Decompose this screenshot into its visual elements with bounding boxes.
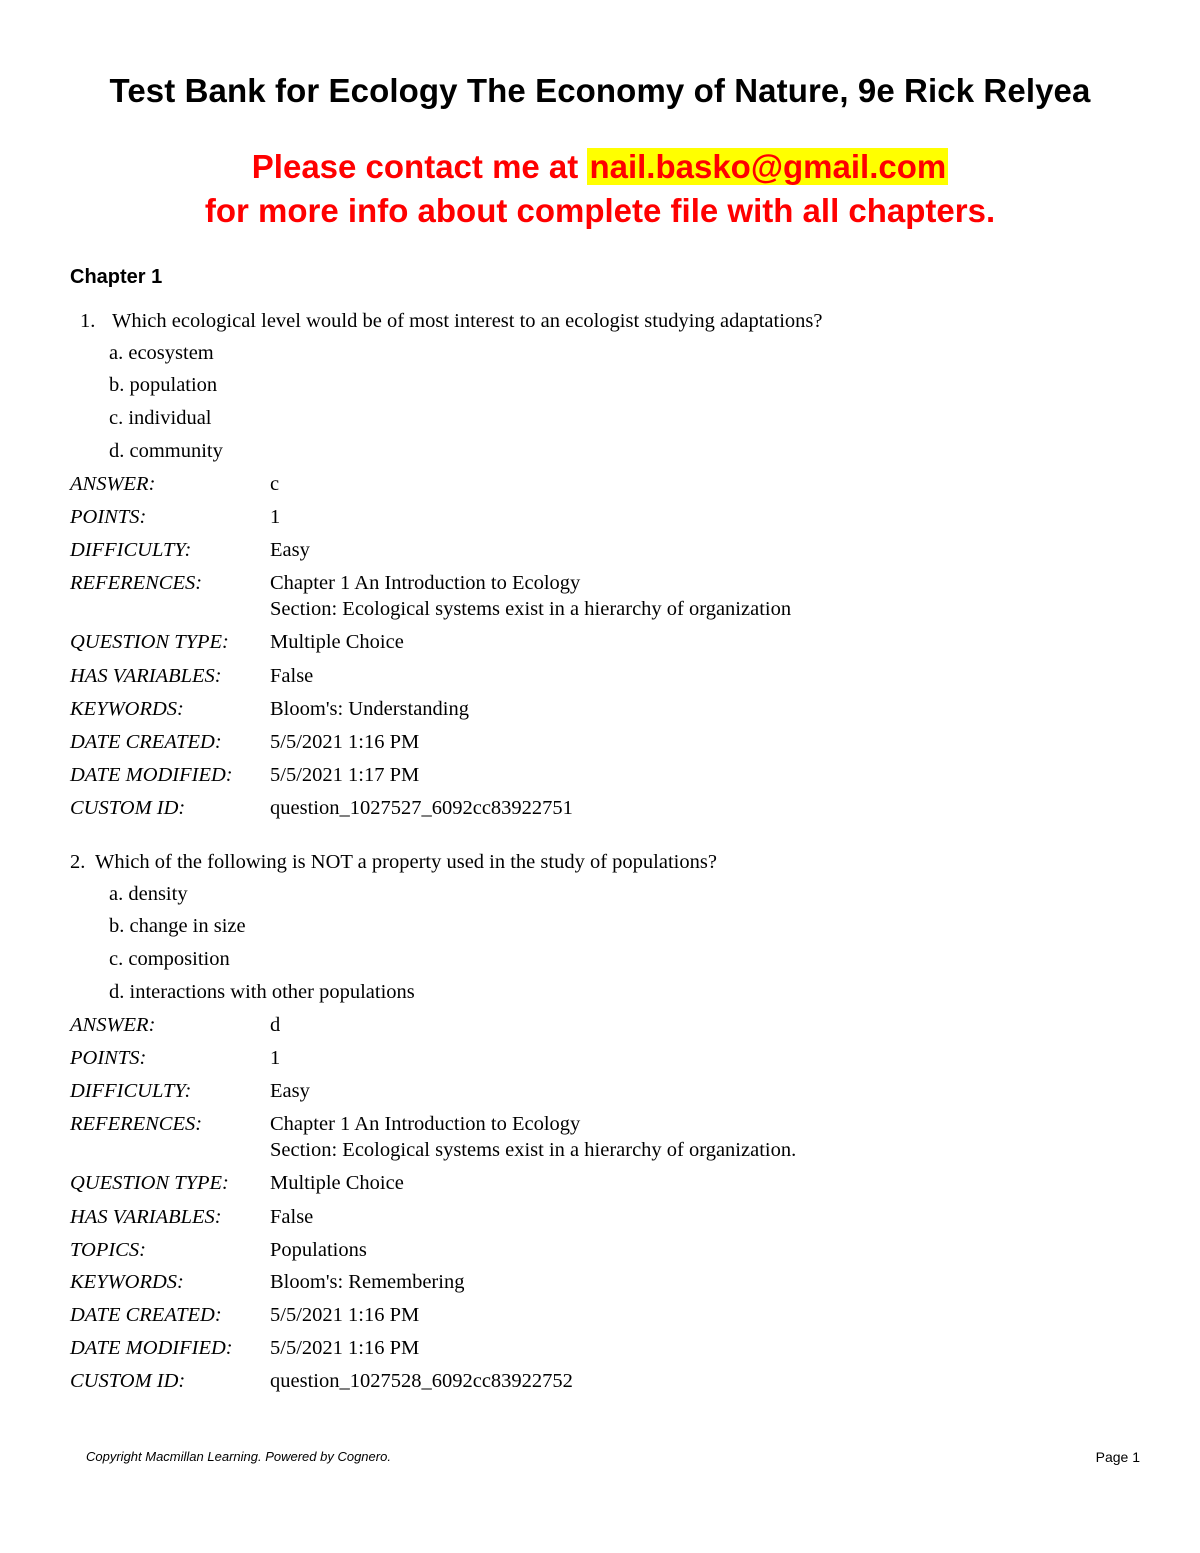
choice-a — [109, 883, 188, 906]
choice-d — [109, 981, 415, 1004]
choice-d — [109, 440, 223, 463]
choice-letter: b. — [109, 915, 125, 937]
difficulty-value: Easy — [270, 539, 310, 561]
choice-b — [109, 915, 246, 938]
has-variables-label: HAS VARIABLES: — [70, 665, 222, 687]
topics-label: TOPICS: — [70, 1239, 146, 1261]
contact-email-link[interactable]: nail.basko@gmail.com — [589, 148, 947, 185]
choice-text: interactions with other populations — [129, 981, 415, 1003]
points-label: POINTS: — [70, 506, 147, 528]
footer-page-number: Page 1 — [1095, 1449, 1140, 1465]
question-stem: Which of the following is NOT a property used in the study of populations? — [95, 851, 717, 873]
choice-text: individual — [128, 407, 212, 429]
choice-letter: b. — [109, 374, 125, 396]
has-variables-value: False — [270, 665, 314, 687]
question-stem: Which ecological level would be of most interest to an ecologist studying adaptations? — [112, 310, 823, 332]
choice-letter: a. — [109, 883, 124, 905]
answer-label: ANSWER: — [70, 1014, 156, 1036]
choice-letter: d. — [109, 440, 125, 462]
topics-value: Populations — [270, 1239, 367, 1261]
question-type-label: QUESTION TYPE: — [70, 631, 229, 653]
chapter-heading: Chapter 1 — [70, 266, 163, 288]
contact-prefix: Please contact me at — [251, 148, 588, 185]
difficulty-label: DIFFICULTY: — [70, 539, 192, 561]
difficulty-label: DIFFICULTY: — [70, 1080, 192, 1102]
question-type-label: QUESTION TYPE: — [70, 1172, 229, 1194]
references-label: REFERENCES: — [70, 1113, 203, 1135]
references-label: REFERENCES: — [70, 572, 203, 594]
date-created-value: 5/5/2021 1:16 PM — [270, 1304, 420, 1326]
choice-text: population — [129, 374, 218, 396]
date-created-label: DATE CREATED: — [70, 1304, 222, 1326]
answer-value: d — [270, 1014, 281, 1036]
contact-line-2: for more info about complete file with all chapters. — [204, 192, 996, 229]
points-value: 1 — [270, 506, 281, 528]
choice-c — [109, 407, 212, 430]
answer-value: c — [270, 473, 280, 495]
footer-copyright: Copyright Macmillan Learning. Powered by Cognero. — [86, 1449, 391, 1464]
date-created-label: DATE CREATED: — [70, 731, 222, 753]
choice-b — [109, 374, 217, 397]
contact-line-1 — [0, 148, 1200, 186]
points-label: POINTS: — [70, 1047, 147, 1069]
references-section: Section: Ecological systems exist in a hierarchy of organization. — [270, 1139, 797, 1161]
has-variables-value: False — [270, 1206, 314, 1228]
date-created-value: 5/5/2021 1:16 PM — [270, 731, 420, 753]
choice-letter: a. — [109, 342, 124, 364]
choice-text: density — [128, 883, 188, 905]
has-variables-label: HAS VARIABLES: — [70, 1206, 222, 1228]
choice-text: change in size — [129, 915, 246, 937]
keywords-value: Bloom's: Understanding — [270, 698, 470, 720]
references-value: Chapter 1 An Introduction to Ecology — [270, 572, 581, 594]
choice-text: community — [129, 440, 223, 462]
date-modified-label: DATE MODIFIED: — [70, 1337, 233, 1359]
custom-id-value: question_1027527_6092cc83922751 — [270, 797, 573, 819]
custom-id-value: question_1027528_6092cc83922752 — [270, 1370, 573, 1392]
choice-letter: d. — [109, 981, 125, 1003]
question-type-value: Multiple Choice — [270, 631, 404, 653]
custom-id-label: CUSTOM ID: — [70, 797, 186, 819]
keywords-label: KEYWORDS: — [70, 698, 184, 720]
choice-c — [109, 948, 230, 971]
question-number: 1. — [80, 310, 96, 332]
references-section: Section: Ecological systems exist in a hierarchy of organization — [270, 598, 792, 620]
choice-letter: c. — [109, 407, 124, 429]
custom-id-label: CUSTOM ID: — [70, 1370, 186, 1392]
choice-a — [109, 342, 214, 365]
points-value: 1 — [270, 1047, 281, 1069]
references-value: Chapter 1 An Introduction to Ecology — [270, 1113, 581, 1135]
document-title: Test Bank for Ecology The Economy of Nature, 9e Rick Relyea — [109, 72, 1091, 109]
date-modified-value: 5/5/2021 1:17 PM — [270, 764, 420, 786]
keywords-value: Bloom's: Remembering — [270, 1271, 465, 1293]
answer-label: ANSWER: — [70, 473, 156, 495]
date-modified-value: 5/5/2021 1:16 PM — [270, 1337, 420, 1359]
choice-letter: c. — [109, 948, 124, 970]
question-type-value: Multiple Choice — [270, 1172, 404, 1194]
date-modified-label: DATE MODIFIED: — [70, 764, 233, 786]
question-number: 2. — [70, 851, 86, 873]
difficulty-value: Easy — [270, 1080, 310, 1102]
choice-text: ecosystem — [128, 342, 214, 364]
choice-text: composition — [128, 948, 230, 970]
keywords-label: KEYWORDS: — [70, 1271, 184, 1293]
